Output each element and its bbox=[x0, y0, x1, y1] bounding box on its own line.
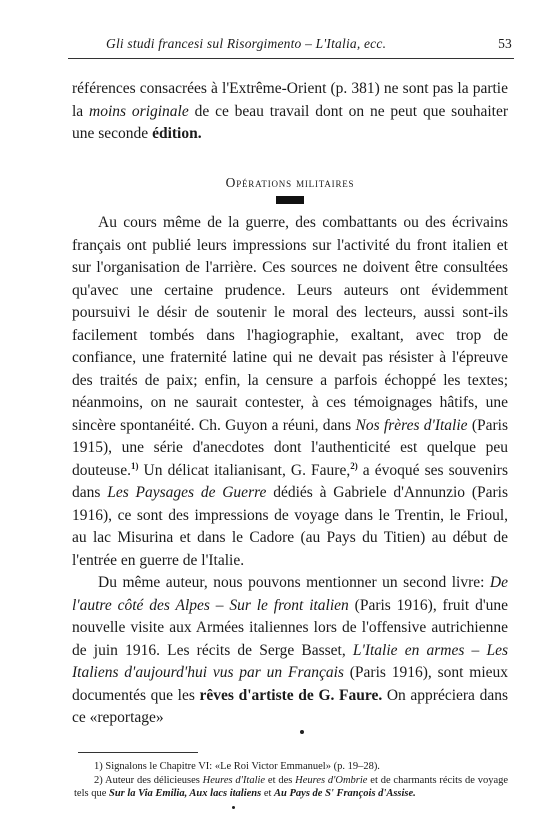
paragraph-2: Du même auteur, nous pouvons mentionner un second livre: De l'autre côté des Alpes – Sur le front italien (Paris 1916), fruit d'une nouvelle visite aux Armées italiennes lors de l'offensive autrichienne de juin 1916. Les récits de Serge Basset, L'Italie en armes – Les Italiens d'aujourd'hui vus par un Français (Paris 1916), sont mieux documentés que les rêves d'artiste de G. Faure. On appréciera dans ce «reportage» bbox=[72, 574, 509, 726]
footnote-rule bbox=[78, 752, 198, 753]
section-mark bbox=[276, 196, 304, 204]
running-title: Gli studi francesi sul Risorgimento – L'Italia, ecc. bbox=[106, 36, 387, 51]
section-title: Opérations militaires bbox=[225, 174, 355, 190]
main-text bbox=[72, 78, 508, 730]
intro-paragraph: références consacrées à l'Extrême-Orient (p. 381) ne sont pas la partie la moins originale de ce beau travail dont on ne peut que souhaiter une seconde édition. bbox=[72, 80, 508, 142]
footnote-2: 2) Auteur des délicieuses Heures d'Italie et des Heures d'Ombrie et de charmants récits de voyage tels que Sur la Via Emilia, Aux lacs italiens et Au Pays de S' François d'Assise. bbox=[74, 774, 509, 799]
ink-speck bbox=[300, 730, 304, 734]
paragraph-1: Au cours même de la guerre, des combattants ou des écrivains français ont publié leurs impressions sur l'activité du front italien et sur l'organisation de l'arrière. Ces sources ne doivent être consultées qu'avec une certaine prudence. Leurs auteurs ont évidemment poursuivi le désir de soutenir le moral des lecteurs, aussi sont-ils facilement tombés dans l'hagiographie, exaltant, avec trop de confiance, une fraternité latine qui ne devait pas résister à l'épreuve des traités de paix; enfin, la censure a parfois échoppé les textes; néanmoins, on ne saurait contester, à ces témoignages hâtifs, une sincère spontanéité. Ch. Guyon a réuni, dans Nos frères d'Italie (Paris 1915), une série d'anecdotes dont l'authenticité est quelque peu douteuse.$^{1)}$ Un délicat italianisant, G. Faure,$^{2)}$ a évoqué ses souvenirs dans Les Paysages de Guerre dédiés à Gabriele d'Annunzio (Paris 1916), ce sont des impressions de voyage dans le Trentin, le Frioul, au lac Misurina et dans le Cadore (au Pays du Titien) au début de l'entrée en guerre de l'Italie. bbox=[72, 214, 508, 569]
page-number: 53 bbox=[498, 36, 512, 51]
ink-speck bbox=[232, 806, 235, 809]
footnotes bbox=[74, 760, 508, 801]
footnote-1: 1) Signalons le Chapitre VI: «Le Roi Victor Emmanuel» (p. 19–28). bbox=[94, 761, 380, 772]
header-rule bbox=[68, 58, 514, 59]
